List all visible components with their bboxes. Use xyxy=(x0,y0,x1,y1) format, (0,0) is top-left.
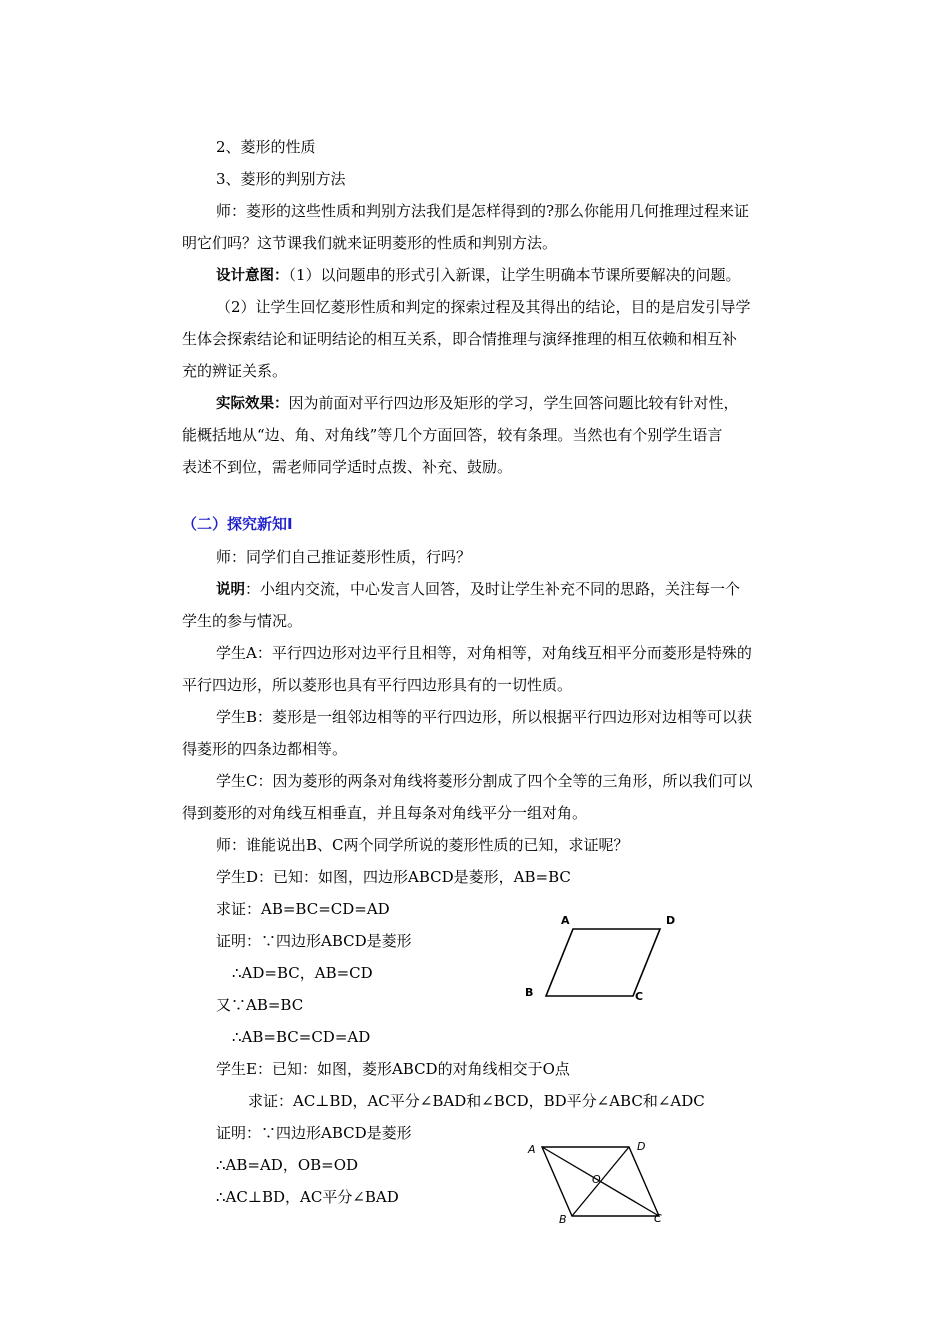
paragraph-line: 师：同学们自己推证菱形性质，行吗？ xyxy=(216,548,472,566)
design-intent-text: （1）以问题串的形式引入新课，让学生明确本节课所要解决的问题。 xyxy=(288,266,741,284)
vertex-label-a: A xyxy=(561,914,570,927)
paragraph-line: 学生A：平行四边形对边平行且相等，对角相等，对角线互相平分而菱形是特殊的 xyxy=(216,644,752,662)
paragraph-line: （2）让学生回忆菱形性质和判定的探索过程及其得出的结论，目的是启发引导学 xyxy=(216,298,751,316)
paragraph-line: 学生B：菱形是一组邻边相等的平行四边形，所以根据平行四边形对边相等可以获 xyxy=(216,708,753,726)
paragraph-line: 证明：∵四边形ABCD是菱形 xyxy=(216,1124,412,1142)
paragraph-line: ∴AB=BC=CD=AD xyxy=(232,1028,371,1046)
paragraph-line: 能概括地从“边、角、对角线”等几个方面回答，较有条理。当然也有个别学生语言 xyxy=(182,426,723,444)
paragraph-line: ∴AC⊥BD，AC平分∠BAD xyxy=(216,1188,399,1206)
section-heading: （二）探究新知Ⅰ xyxy=(182,515,293,533)
paragraph-line: 平行四边形，所以菱形也具有平行四边形具有的一切性质。 xyxy=(182,676,573,694)
note-label: 说明 xyxy=(216,582,245,598)
paragraph-line: ∴AD=BC，AB=CD xyxy=(232,964,373,982)
vertex-label-d: D xyxy=(666,914,676,927)
rhombus-figure-1 xyxy=(515,905,690,1010)
vertex-label-c: C xyxy=(635,990,644,1003)
paragraph-line: 师：谁能说出B、C两个同学所说的菱形性质的已知，求证呢？ xyxy=(216,836,629,854)
paragraph-line: 学生C：因为菱形的两条对角线将菱形分割成了四个全等的三角形，所以我们可以 xyxy=(216,772,753,790)
paragraph-line: 证明：∵四边形ABCD是菱形 xyxy=(216,932,412,950)
paragraph-line: 又∵AB=BC xyxy=(216,996,304,1014)
actual-effect-label: 实际效果： xyxy=(216,396,289,412)
rhombus-figure-2 xyxy=(520,1132,670,1232)
paragraph-line: 得到菱形的对角线互相垂直，并且每条对角线平分一组对角。 xyxy=(182,804,588,822)
paragraph-line: 明它们吗？这节课我们就来证明菱形的性质和判别方法。 xyxy=(182,234,558,252)
vertex-label-c: C xyxy=(654,1212,662,1225)
vertex-label-b: B xyxy=(559,1213,567,1226)
list-item-criteria: 3、菱形的判别方法 xyxy=(216,170,346,188)
paragraph-line xyxy=(216,579,740,600)
paragraph-line: ∴AB=AD，OB=OD xyxy=(216,1156,359,1174)
actual-effect-text: 因为前面对平行四边形及矩形的学习，学生回答问题比较有针对性， xyxy=(288,394,739,412)
paragraph-line: 表述不到位，需老师同学适时点拨、补充、鼓励。 xyxy=(182,458,513,476)
vertex-label-b: B xyxy=(525,986,534,999)
paragraph-line: 生体会探索结论和证明结论的相互关系，即合情推理与演绎推理的相互依赖和相互补 xyxy=(182,330,738,348)
paragraph-line: 师：菱形的这些性质和判别方法我们是怎样得到的?那么你能用几何推理过程来证 xyxy=(216,202,750,220)
paragraph-line xyxy=(216,265,741,286)
paragraph-line: 求证：AC⊥BD，AC平分∠BAD和∠BCD，BD平分∠ABC和∠ADC xyxy=(248,1092,705,1110)
center-label-o: O xyxy=(592,1173,601,1186)
paragraph-line: 学生的参与情况。 xyxy=(182,612,303,630)
paragraph-line: 充的辨证关系。 xyxy=(182,362,288,380)
paragraph-line: 学生E：已知：如图，菱形ABCD的对角线相交于O点 xyxy=(216,1060,570,1078)
paragraph-line: 得菱形的四条边都相等。 xyxy=(182,740,348,758)
vertex-label-a: A xyxy=(528,1143,536,1156)
design-intent-label: 设计意图： xyxy=(216,268,289,284)
rhombus-outline xyxy=(546,929,660,996)
paragraph-line xyxy=(216,393,739,414)
note-text: ：小组内交流，中心发言人回答，及时让学生补充不同的思路，关注每一个 xyxy=(245,580,741,598)
paragraph-line: 求证：AB=BC=CD=AD xyxy=(216,900,390,918)
paragraph-line: 学生D：已知：如图，四边形ABCD是菱形，AB=BC xyxy=(216,868,571,886)
vertex-label-d: D xyxy=(637,1140,646,1153)
list-item-properties: 2、菱形的性质 xyxy=(216,138,316,156)
